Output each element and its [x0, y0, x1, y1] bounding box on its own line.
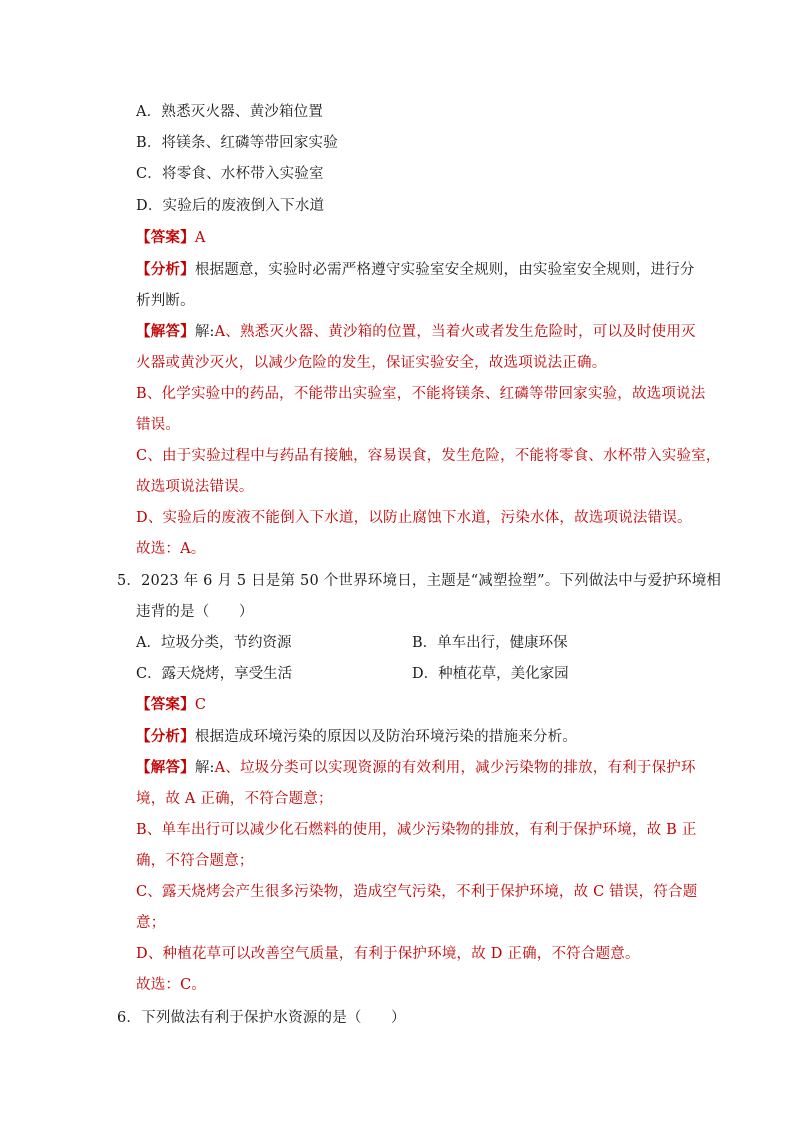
q4-final: 故选：A。 [136, 541, 206, 557]
solution-prefix: 解: [194, 760, 215, 776]
analysis-label: 【分析】 [136, 261, 195, 278]
solution-text: A、熟悉灭火器、黄沙箱的位置，当着火或者发生危险时，可以及时使用灭 [214, 324, 696, 340]
q5-solution-line: 确，不符合题意； [136, 853, 254, 869]
q4-solution-line: 故选项说法错误。 [136, 479, 254, 495]
q5-analysis [136, 727, 577, 747]
q5-stem-cont: 违背的是（ ） [136, 604, 254, 620]
q4-option-c: C．将零食、水杯带入实验室 [136, 166, 324, 182]
q4-option-d: D．实验后的废液倒入下水道 [136, 198, 325, 214]
q4-solution-line: 错误。 [136, 417, 181, 433]
answer-label: 【答案】 [136, 696, 195, 713]
q4-solution [136, 322, 696, 342]
q5-solution-line: D、种植花草可以改善空气质量，有利于保护环境，故 D 正确，不符合题意。 [136, 946, 640, 962]
q5-option-c: C．露天烧烤，享受生活 [136, 666, 293, 682]
q4-option-a: A．熟悉灭火器、黄沙箱位置 [136, 104, 324, 120]
solution-label: 【解答】 [136, 323, 195, 340]
q5-solution-line: C、露天烧烤会产生很多污染物，造成空气污染，不利于保护环境，故 C 错误，符合题 [136, 884, 698, 900]
q5-option-d: D．种植花草，美化家园 [412, 666, 569, 682]
analysis-text: 根据题意，实验时必需严格遵守实验室安全规则，由实验室安全规则，进行分 [194, 262, 695, 278]
solution-text: A、垃圾分类可以实现资源的有效利用，减少污染物的排放，有利于保护环 [214, 760, 696, 776]
q5-option-a: A．垃圾分类，节约资源 [136, 635, 292, 651]
q4-solution-line: C、由于实验过程中与药品有接触，容易误食，发生危险，不能将零食、水杯带入实验室， [136, 448, 721, 464]
q5-solution [136, 758, 696, 778]
q4-analysis [136, 260, 695, 280]
q5-solution-line: 意； [136, 915, 166, 931]
q5-solution-line: 境，故 A 正确，不符合题意； [136, 791, 333, 807]
q4-answer [136, 228, 205, 248]
q5-stem: 5．2023 年 6 月 5 日是第 50 个世界环境日，主题是“减塑捡塑”。下列做法中与爱护环境相 [117, 573, 722, 589]
answer-label: 【答案】 [136, 229, 195, 246]
analysis-text: 根据造成环境污染的原因以及防治环境污染的措施来分析。 [194, 729, 578, 745]
q4-solution-line: 火器或黄沙灭火，以减少危险的发生，保证实验安全，故选项说法正确。 [136, 355, 607, 371]
analysis-label: 【分析】 [136, 728, 195, 745]
q4-solution-line: D、实验后的废液不能倒入下水道，以防止腐蚀下水道，污染水体，故选项说法错误。 [136, 510, 692, 526]
q5-final: 故选：C。 [136, 977, 207, 993]
q5-solution-line: B、单车出行可以减少化石燃料的使用，减少污染物的排放，有利于保护环境，故 B 正 [136, 822, 697, 838]
q4-option-b: B．将镁条、红磷等带回家实验 [136, 135, 338, 151]
q4-solution-line: B、化学实验中的药品，不能带出实验室，不能将镁条、红磷等带回家实验，故选项说法 [136, 386, 706, 402]
answer-value: A [194, 230, 206, 246]
solution-label: 【解答】 [136, 759, 195, 776]
q5-answer [136, 695, 206, 715]
q5-option-b: B．单车出行，健康环保 [412, 635, 568, 651]
q4-analysis-cont: 析判断。 [136, 293, 195, 309]
solution-prefix: 解: [194, 324, 215, 340]
q6-stem: 6．下列做法有利于保护水资源的是（ ） [117, 1010, 406, 1026]
answer-value: C [194, 697, 207, 713]
